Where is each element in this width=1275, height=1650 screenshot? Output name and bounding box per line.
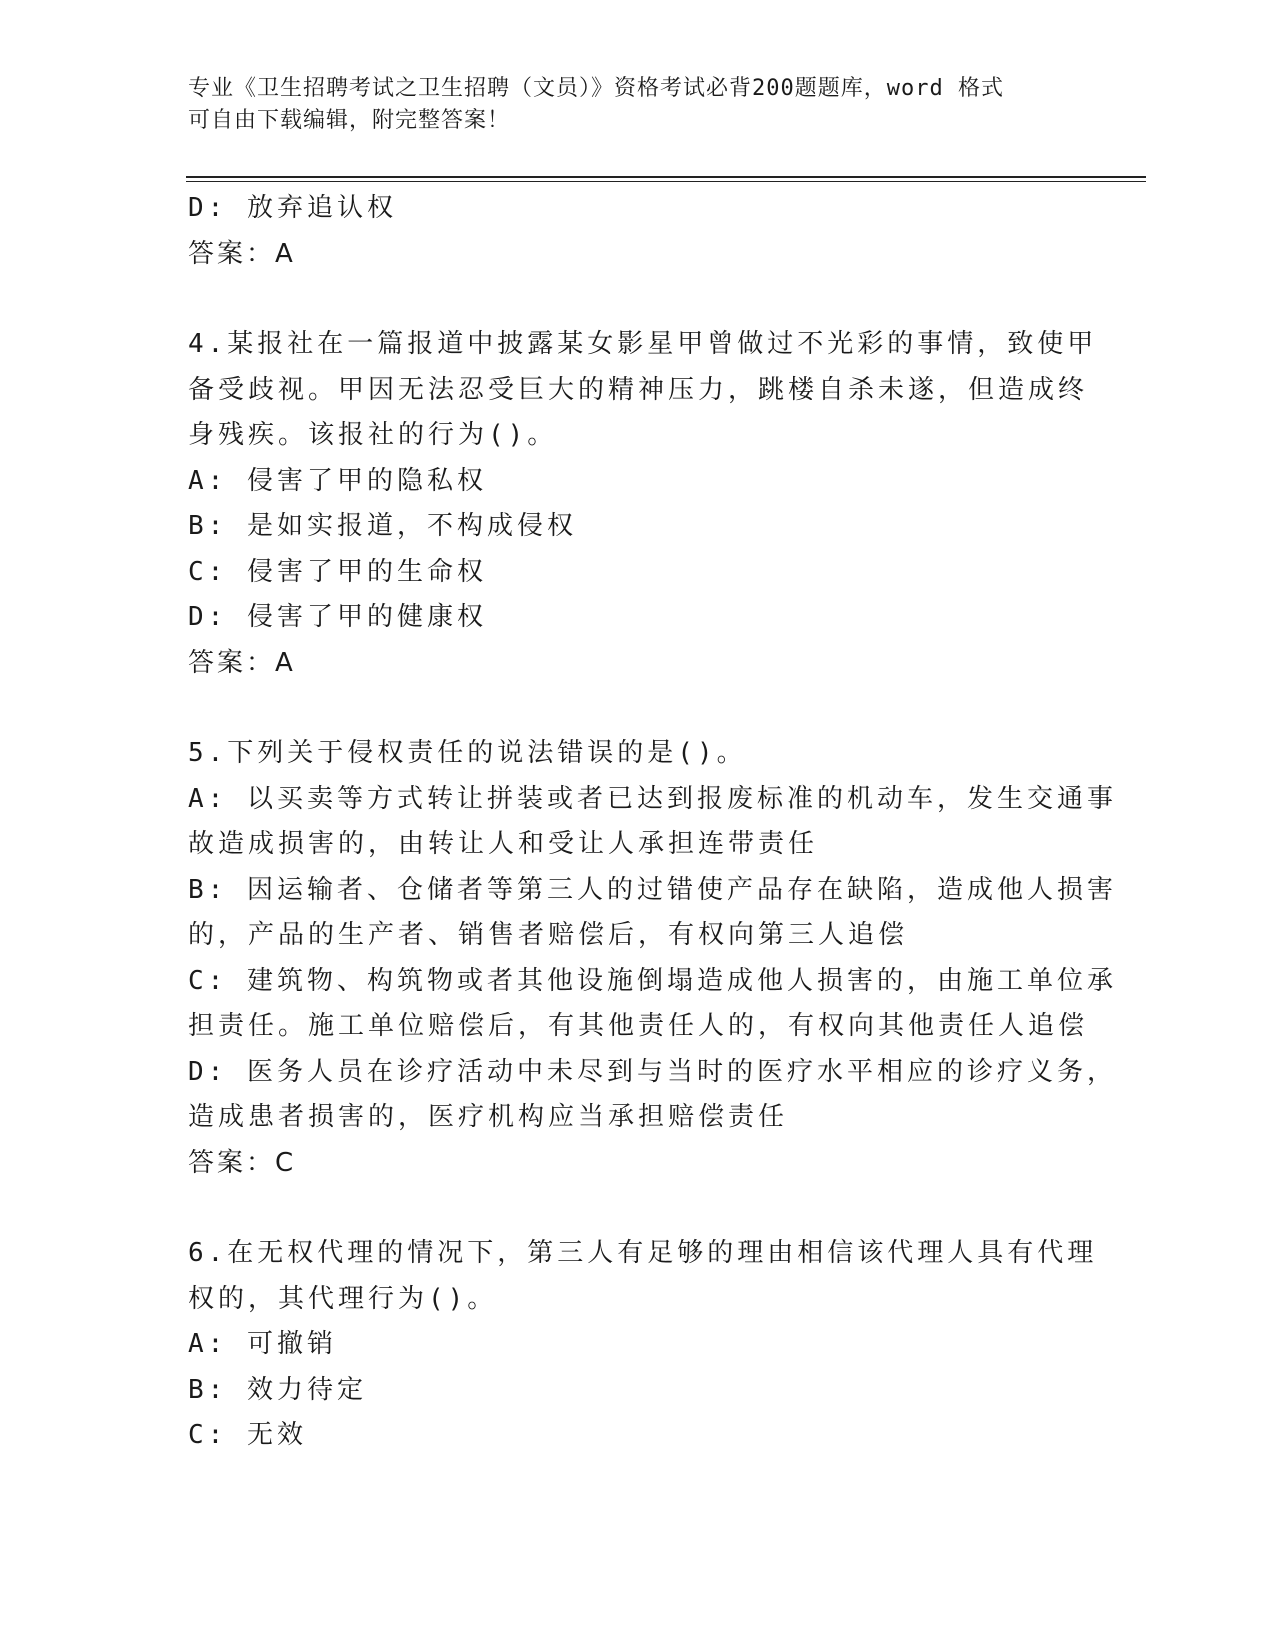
q5-option-b-line-2: 的，产品的生产者、销售者赔偿后，有权向第三人追偿: [188, 920, 909, 950]
q6-stem-line-1: 6.在无权代理的情况下，第三人有足够的理由相信该代理人具有代理: [188, 1238, 1098, 1268]
document-header: [188, 73, 1068, 137]
q6-option-a: A: 可撤销: [188, 1329, 337, 1359]
q5-option-d-line-1: D: 医务人员在诊疗活动中未尽到与当时的医疗水平相应的诊疗义务，: [188, 1056, 1117, 1087]
q6-option-b: B: 效力待定: [188, 1374, 367, 1405]
document-body: [188, 186, 1117, 1459]
question-5: [188, 731, 1117, 1186]
q4-option-d: D: 侵害了甲的健康权: [188, 602, 487, 632]
q4-option-a: A: 侵害了甲的隐私权: [188, 465, 487, 496]
question-6: [188, 1231, 1098, 1459]
q5-option-a-line-1: A: 以买卖等方式转让拼装或者已达到报废标准的机动车，发生交通事: [188, 783, 1117, 814]
q5-option-a-line-2: 故造成损害的，由转让人和受让人承担连带责任: [188, 829, 819, 859]
q5-option-b-line-1: B: 因运输者、仓储者等第三人的过错使产品存在缺陷，造成他人损害: [188, 874, 1117, 905]
q6-option-c: C: 无效: [188, 1420, 307, 1450]
header-title-line-2: 可自由下载编辑，附完整答案！: [188, 108, 511, 133]
q5-option-c-line-1: C: 建筑物、构筑物或者其他设施倒塌造成他人损害的，由施工单位承: [188, 965, 1117, 996]
spacer: [188, 277, 1088, 322]
q3-option-d: D: 放弃追认权: [188, 193, 397, 223]
q6-stem-line-2: 权的，其代理行为()。: [188, 1283, 498, 1314]
q4-answer: 答案：A: [188, 647, 296, 678]
q5-option-d-line-2: 造成患者损害的，医疗机构应当承担赔偿责任: [188, 1102, 789, 1132]
q4-stem-line-3: 身残疾。该报社的行为()。: [188, 420, 558, 450]
header-divider: [186, 176, 1146, 182]
q4-stem-line-1: 4.某报社在一篇报道中披露某女影星甲曾做过不光彩的事情，致使甲: [188, 329, 1098, 359]
q4-stem-line-2: 备受歧视。甲因无法忍受巨大的精神压力，跳楼自杀未遂，但造成终: [188, 374, 1089, 405]
q5-option-c-line-2: 担责任。施工单位赔偿后，有其他责任人的，有权向其他责任人追偿: [188, 1011, 1089, 1041]
question-4: [188, 322, 1098, 686]
q4-option-b: B: 是如实报道，不构成侵权: [188, 511, 577, 541]
q5-stem: 5.下列关于侵权责任的说法错误的是()。: [188, 738, 747, 768]
header-title-line-1: 专业《卫生招聘考试之卫生招聘（文员）》资格考试必背200题题库，word 格式: [188, 76, 1004, 101]
q4-option-c: C: 侵害了甲的生命权: [188, 556, 487, 587]
q3-answer: 答案：A: [188, 238, 296, 269]
spacer: [188, 686, 1088, 731]
q5-answer: 答案：C: [188, 1147, 297, 1178]
spacer: [188, 1186, 1088, 1231]
